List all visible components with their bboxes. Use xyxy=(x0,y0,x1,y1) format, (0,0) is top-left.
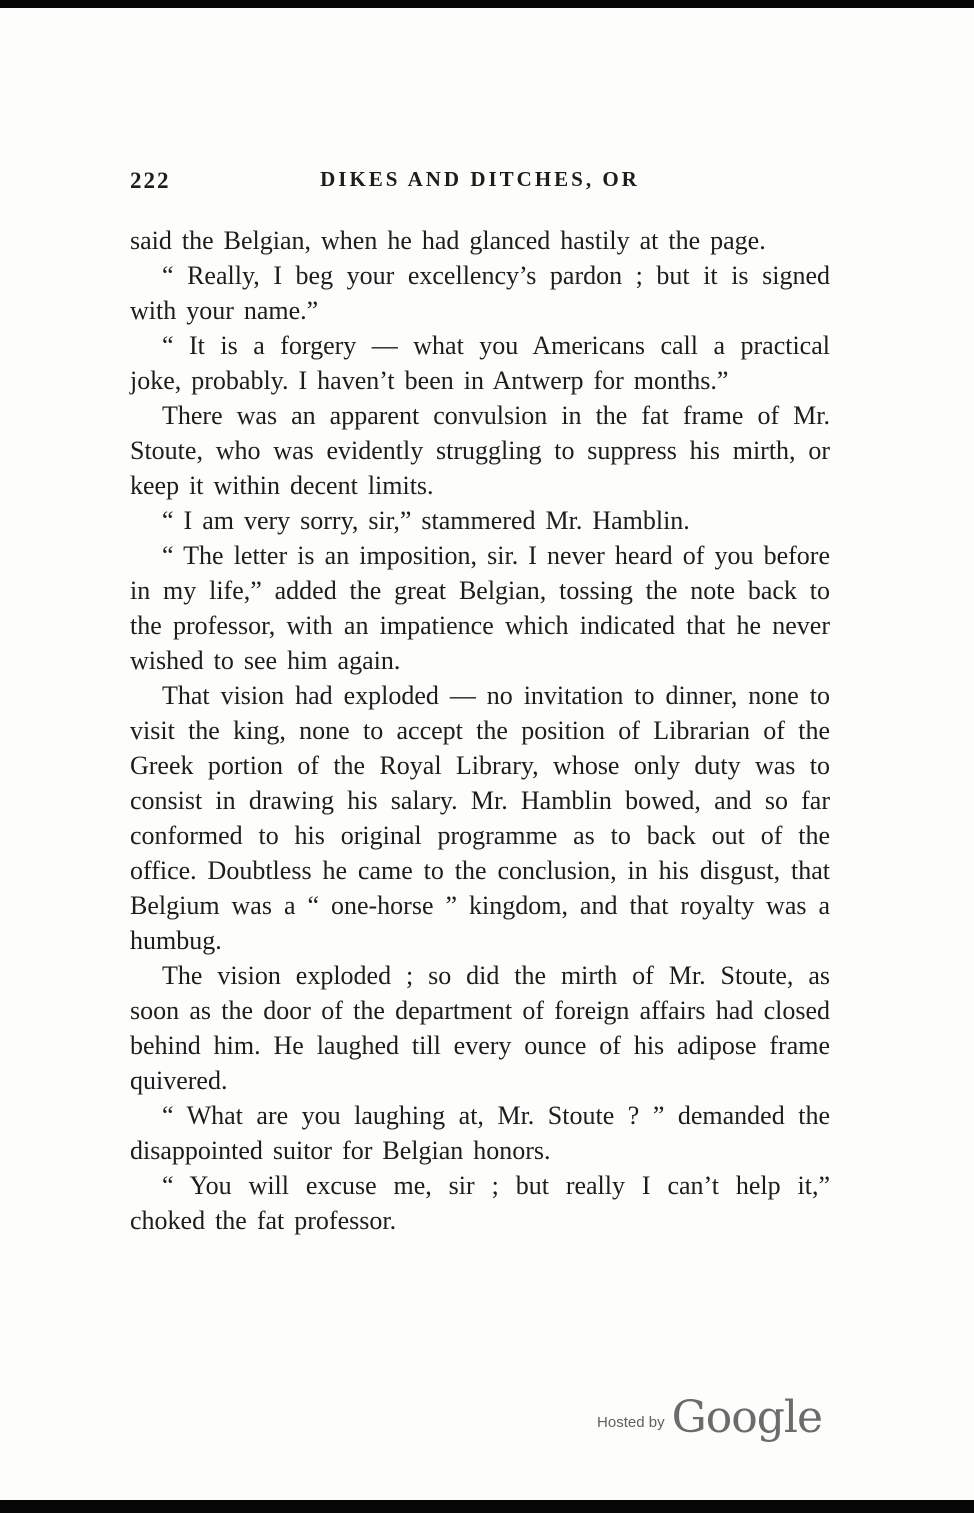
hosted-by-watermark xyxy=(597,1392,822,1443)
paragraph: “ What are you laughing at, Mr. Stoute ? ” demanded the disappointed suitor for Belgian honors. xyxy=(130,1101,830,1165)
paragraph: There was an apparent convulsion in the fat frame of Mr. Stoute, who was evidently struggling to suppress his mirth, or keep it within decent limits. xyxy=(130,401,830,500)
paragraph: “ You will excuse me, sir ; but really I can’t help it,” choked the fat professor. xyxy=(130,1171,830,1235)
paragraph: “ I am very sorry, sir,” stammered Mr. Hamblin. xyxy=(162,506,690,535)
google-logo: Google xyxy=(671,1392,822,1443)
paragraph: “ Really, I beg your excellency’s pardon ; but it is signed with your name.” xyxy=(130,261,830,325)
page-number: 222 xyxy=(130,168,171,193)
text-block xyxy=(130,165,830,1238)
scan-edge-top xyxy=(0,0,974,8)
paragraph: “ The letter is an imposition, sir. I never heard of you before in my life,” added the great Belgian, tossing the note back to the professor, with an impatience which indicated that he never wished to see him again. xyxy=(130,541,830,675)
hosted-by-label: Hosted by xyxy=(597,1414,665,1431)
paragraph: The vision exploded ; so did the mirth of Mr. Stoute, as soon as the door of the department of foreign affairs had closed behind him. He laughed till every ounce of his adipose frame quivered. xyxy=(130,961,830,1095)
paragraph: said the Belgian, when he had glanced hastily at the page. xyxy=(130,226,766,255)
paragraph: “ It is a forgery — what you Americans call a practical joke, probably. I haven’t been in Antwerp for months.” xyxy=(130,331,830,395)
running-header: DIKES AND DITCHES, OR xyxy=(320,167,640,191)
page-header xyxy=(130,165,830,195)
paragraph: That vision had exploded — no invitation to dinner, none to visit the king, none to accept the position of Librarian of the Greek portion of the Royal Library, whose only duty was to consist in drawing his salary. Mr. Hamblin bowed, and so far conformed to his original programme as to back out of the office. Doubtless he came to the conclusion, in his disgust, that Belgium was a “ one-horse ” kingdom, and that royalty was a humbug. xyxy=(130,681,830,955)
scan-edge-bottom xyxy=(0,1500,974,1513)
